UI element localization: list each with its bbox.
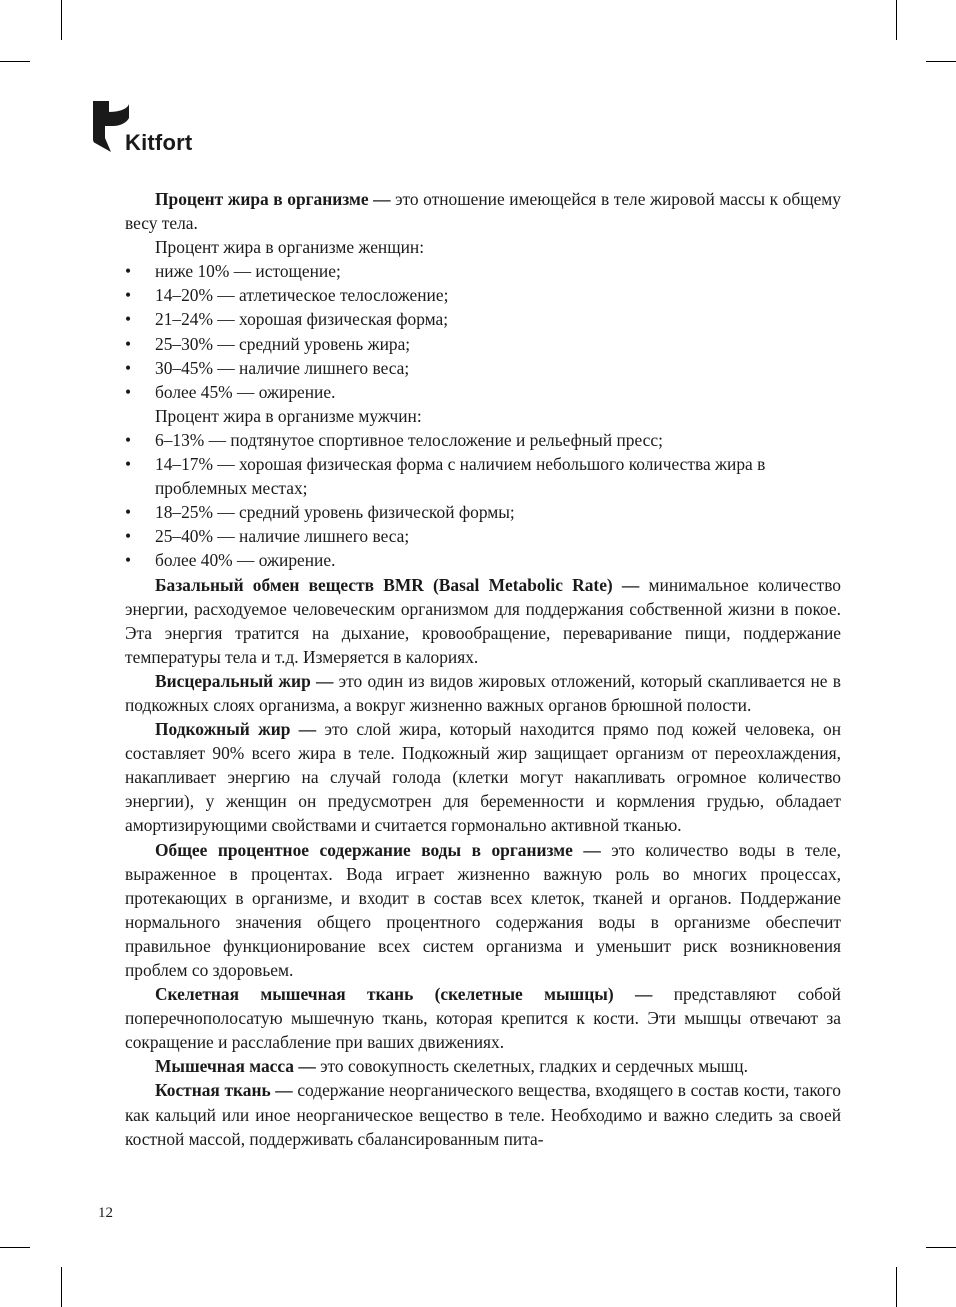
bullet: • — [125, 502, 132, 523]
term: Общее процентное содержание воды в организме — — [155, 839, 601, 860]
brand-logo — [91, 100, 211, 160]
crop-mark — [0, 61, 30, 62]
list-item: • 18–25% — средний уровень физической формы; — [125, 500, 841, 524]
bullet: • — [125, 309, 132, 330]
list-item: • 14–17% — хорошая физическая форма с наличием небольшого количества жира в проблемных местах; — [125, 454, 766, 499]
term: Процент жира в организме — — [155, 189, 391, 209]
definition-text: это количество воды в теле, выраженное в процентах. Вода играет жизненно важную роль во многих процессах, протекающих в организме, и входит в состав всех клеток, тканей и органов. Поддержание нормального значения общего процентного содержания воды в организме обеспечит правильное функционирование всех систем организма и уменьшит риск возникновения проблем со здоровьем. — [125, 839, 841, 980]
bullet: • — [125, 550, 132, 571]
definition-subcutaneous-fat — [125, 717, 841, 837]
list-item: • 25–40% — наличие лишнего веса; — [125, 524, 841, 548]
list-item: • 30–45% — наличие лишнего веса; — [125, 356, 841, 380]
term: Базальный обмен веществ BMR (Basal Metabolic Rate) — — [155, 574, 640, 595]
list-item: • 14–20% — атлетическое телосложение; — [125, 283, 841, 307]
definition-bone-tissue — [125, 1078, 841, 1150]
bullet: • — [125, 333, 132, 354]
list-item: • более 40% — ожирение. — [125, 548, 841, 572]
term: Костная ткань — — [155, 1080, 293, 1101]
definition-bmr — [125, 573, 841, 669]
bullet: • — [125, 429, 132, 450]
bullet: • — [125, 454, 132, 475]
definition-text: представляют собой поперечнополосатую мышечную ткань, которая крепится к кости. Эти мышцы отвечают за сокращение и расслабление при ваших движениях. — [125, 984, 841, 1053]
list-item: • ниже 10% — истощение; — [125, 259, 841, 283]
term: Скелетная мышечная ткань (скелетные мышцы) — — [155, 984, 653, 1005]
term: Мышечная масса — — [155, 1056, 316, 1077]
document-body — [125, 187, 841, 1151]
bullet: • — [125, 261, 132, 282]
definition-body-water — [125, 838, 841, 983]
definition-skeletal-muscle — [125, 982, 841, 1054]
crop-mark — [896, 1267, 897, 1307]
definition-text: это один из видов жировых отложений, который скапливается не в подкожных слоях организма, а вокруг жизненно важных органов брюшной полости. — [125, 670, 842, 715]
definition-text: содержание неорганического вещества, входящего в состав кости, такого как кальций или иное неорганическое вещество в теле. Необходимо и важно следить за своей костной массой, поддерживать сбалансированным пита- — [125, 1080, 841, 1149]
term: Подкожный жир — — [155, 719, 317, 740]
men-list — [125, 428, 841, 573]
definition-text: минимальное количество энергии, расходуемое человеческим организмом для поддержания собственной жизни в покое. Эта энергия тратится на дыхание, кровообращение, переваривание пищи, поддержание температуры тела и т.д. Измеряется в калориях. — [125, 574, 841, 667]
list-item: • 25–30% — средний уровень жира; — [125, 332, 841, 356]
list-item: • более 45% — ожирение. — [125, 380, 841, 404]
crop-mark — [926, 61, 956, 62]
bullet: • — [125, 357, 132, 378]
brand-name: Kitfort — [125, 130, 193, 155]
bullet: • — [125, 285, 132, 306]
definition-visceral-fat — [125, 669, 841, 717]
term: Висцеральный жир — — [155, 670, 334, 691]
list-item: • 21–24% — хорошая физическая форма; — [125, 307, 841, 331]
definition-text: это слой жира, который находится прямо под кожей человека, он составляет 90% всего жира в теле. Подкожный жир защищает организм от переохлаждения, накапливает энергию на случай голода (клетки могут накапливать огромное количество энергии), у женщин он предусмотрен для беременности и кормления грудью, обладает амортизирующими свойствами и считается гормонально активной тканью. — [125, 719, 841, 836]
women-heading: Процент жира в организме женщин: — [155, 237, 425, 258]
list-item: • 6–13% — подтянутое спортивное телосложение и рельефный пресс; — [125, 428, 841, 452]
definition-text: это отношение имеющейся в теле жировой массы к общему весу тела. — [125, 189, 841, 234]
bullet: • — [125, 381, 132, 402]
women-list — [125, 259, 841, 404]
crop-mark — [61, 1267, 62, 1307]
paragraph-intro — [125, 187, 841, 235]
crop-mark — [61, 0, 62, 40]
page-number: 12 — [98, 1205, 113, 1221]
bullet: • — [125, 526, 132, 547]
definition-text: это совокупность скелетных, гладких и сердечных мышц. — [315, 1056, 748, 1077]
men-heading: Процент жира в организме мужчин: — [155, 405, 422, 426]
crop-mark — [926, 1247, 956, 1248]
crop-mark — [896, 0, 897, 40]
definition-muscle-mass — [125, 1054, 841, 1078]
crop-mark — [0, 1247, 30, 1248]
